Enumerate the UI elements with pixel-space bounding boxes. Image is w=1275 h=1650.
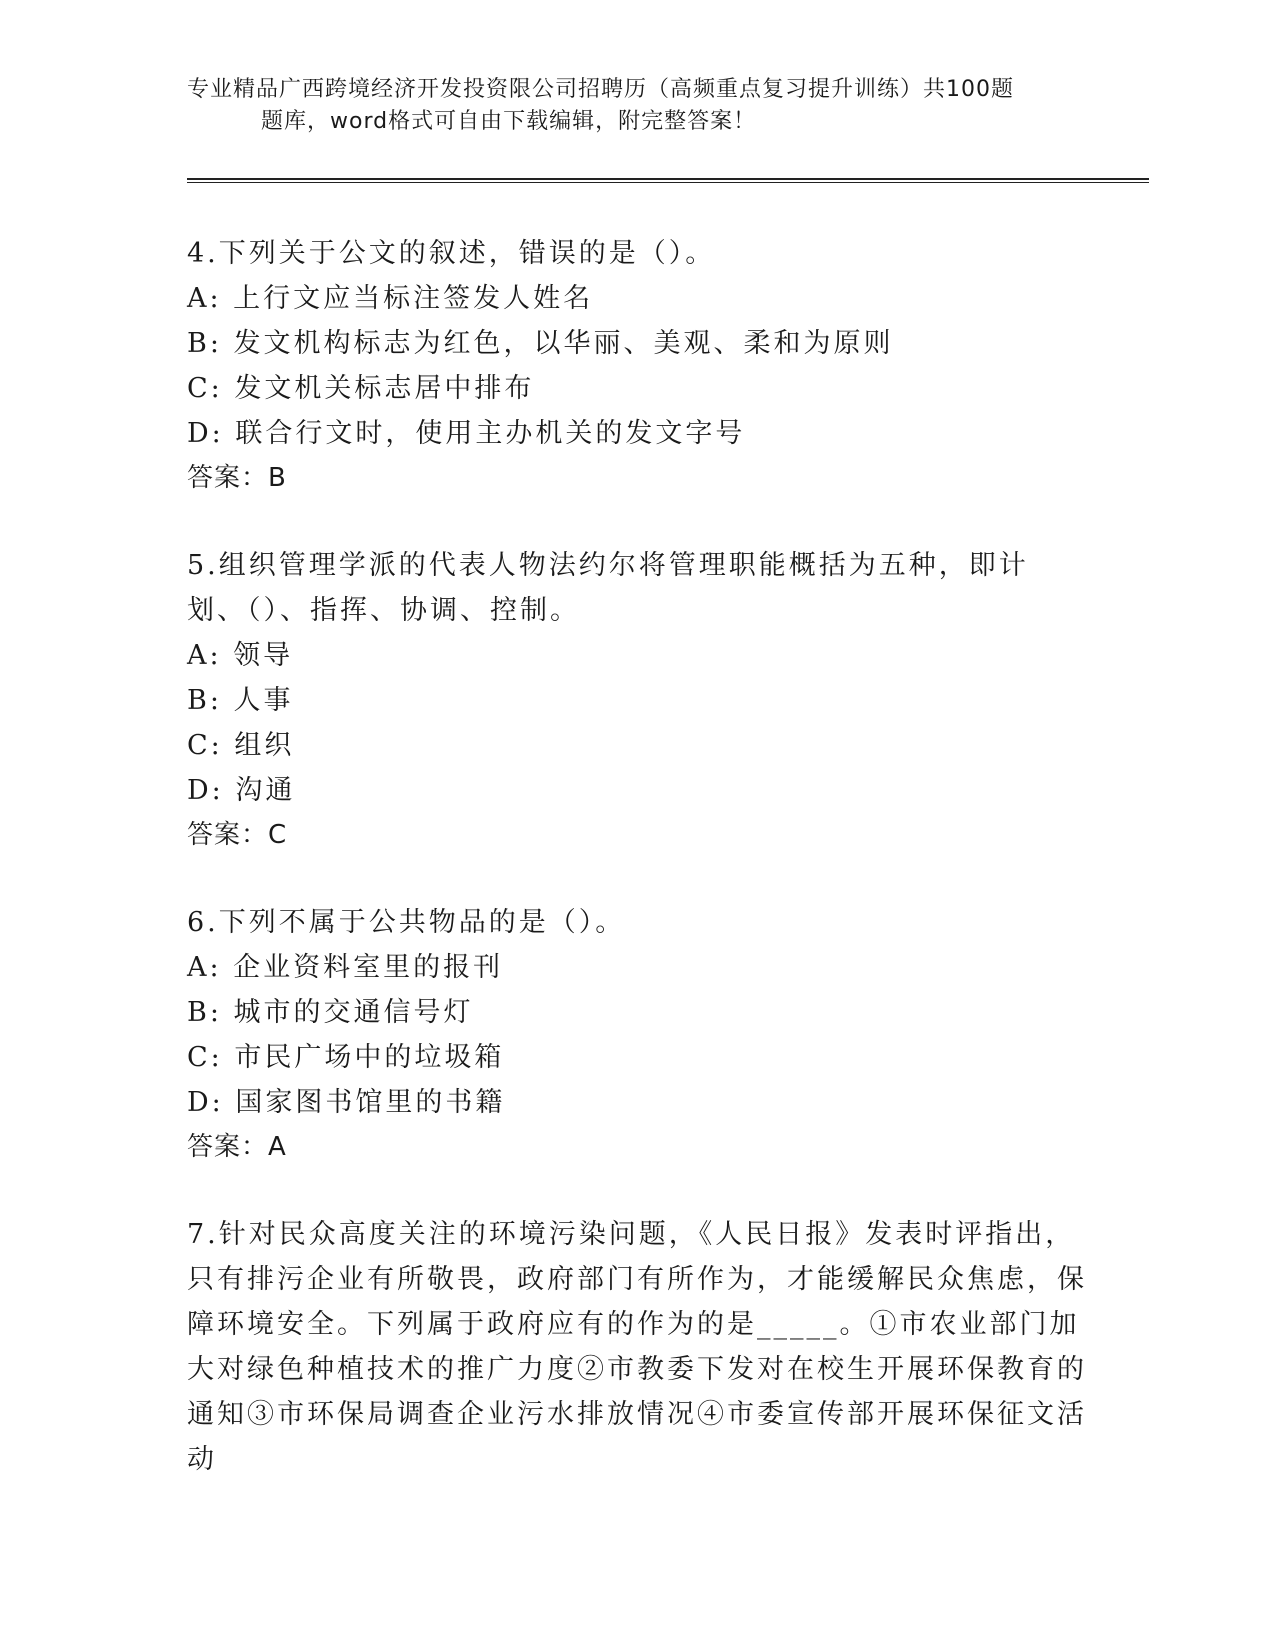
option-d: D: 沟通 xyxy=(187,775,296,806)
option-b: B: 人事 xyxy=(187,685,294,716)
question-text: 7.针对民众高度关注的环境污染问题，《人民日报》发表时评指出，只有排污企业有所敬畏，政府部门有所作为，才能缓解民众焦虑，保障环境安全。下列属于政府应有的作为的是_____。①市农业部门加大对绿色种植技术的推广力度②市教委下发对在校生开展环保教育的通知③市环保局调查企业污水排放情况④市委宣传部开展环保征文活动 xyxy=(187,1219,1087,1475)
question-item xyxy=(187,543,1087,858)
option-a: A: 领导 xyxy=(187,640,294,671)
question-text: 6.下列不属于公共物品的是（）。 xyxy=(187,907,626,938)
option-b: B: 发文机构标志为红色，以华丽、美观、柔和为原则 xyxy=(187,328,894,359)
page-header xyxy=(187,74,1087,138)
question-item xyxy=(187,900,1087,1170)
option-a: A: 企业资料室里的报刊 xyxy=(187,952,504,983)
header-divider-thick xyxy=(187,178,1149,180)
header-title-line-2: 题库，word格式可自由下载编辑，附完整答案！ xyxy=(261,109,757,134)
option-c: C: 组织 xyxy=(187,730,295,761)
option-b: B: 城市的交通信号灯 xyxy=(187,997,474,1028)
option-d: D: 联合行文时，使用主办机关的发文字号 xyxy=(187,418,746,449)
question-text: 4.下列关于公文的叙述，错误的是（）。 xyxy=(187,238,716,269)
option-d: D: 国家图书馆里的书籍 xyxy=(187,1087,506,1118)
answer-label: 答案：B xyxy=(187,463,287,493)
question-list xyxy=(187,231,1087,1524)
header-title-line-1: 专业精品广西跨境经济开发投资限公司招聘历（高频重点复习提升训练）共100题 xyxy=(187,77,1014,102)
option-c: C: 发文机关标志居中排布 xyxy=(187,373,535,404)
answer-label: 答案：C xyxy=(187,820,288,850)
option-a: A: 上行文应当标注签发人姓名 xyxy=(187,283,594,314)
question-item xyxy=(187,1212,1087,1482)
answer-label: 答案：A xyxy=(187,1132,287,1162)
option-c: C: 市民广场中的垃圾箱 xyxy=(187,1042,505,1073)
question-item xyxy=(187,231,1087,501)
header-divider-thin xyxy=(187,182,1149,183)
question-text: 5.组织管理学派的代表人物法约尔将管理职能概括为五种，即计划、（）、指挥、协调、控制。 xyxy=(187,550,1029,626)
